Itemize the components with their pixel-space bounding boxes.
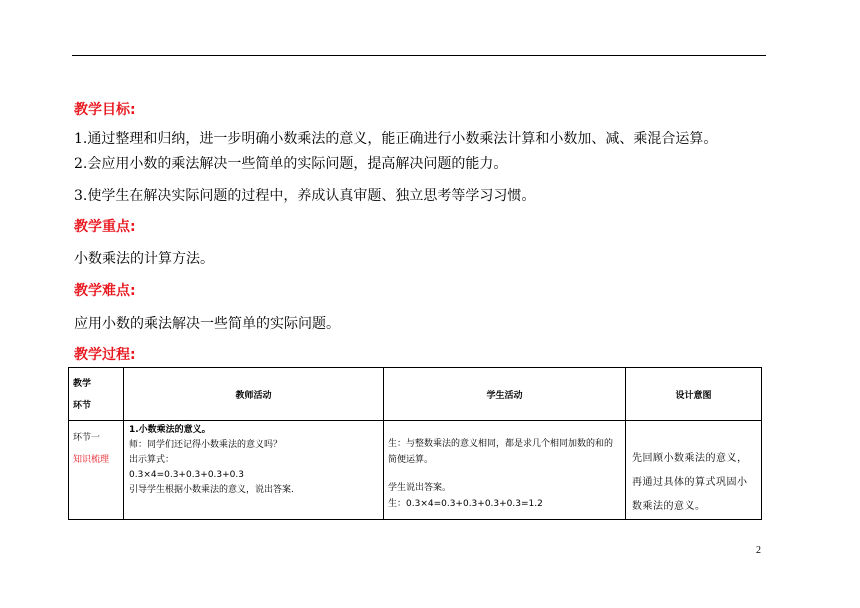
teacher-line: 引导学生根据小数乘法的意义，说出答案. — [129, 485, 294, 495]
heading-process: 教学过程: — [74, 347, 136, 363]
stage-cell — [69, 421, 124, 520]
teacher-line: 0.3×4=0.3+0.3+0.3+0.3 — [129, 470, 244, 480]
student-line: 学生说出答案。 — [388, 483, 452, 493]
teacher-line: 1.小数乘法的意义。 — [129, 425, 211, 435]
header-teacher: 教师活动 — [124, 368, 384, 421]
student-line: 生：0.3×4=0.3+0.3+0.3+0.3=1.2 — [388, 499, 543, 509]
table-header-row — [69, 368, 762, 421]
design-intent-cell: 先回顾小数乘法的意义，再通过具体的算式巩固小数乘法的意义。 — [626, 421, 762, 520]
header-design: 设计意图 — [626, 368, 762, 421]
difficult-point-text: 应用小数的乘法解决一些简单的实际问题。 — [74, 316, 340, 332]
header-rule — [72, 55, 766, 56]
page-number: 2 — [756, 545, 761, 556]
teacher-line: 师：同学们还记得小数乘法的意义吗？ — [129, 440, 283, 450]
goal-2: 2.会应用小数的乘法解决一些简单的实际问题，提高解决问题的能力。 — [74, 156, 508, 172]
header-stage-line1: 教学 — [73, 379, 92, 389]
goal-1: 1.通过整理和归纳，进一步明确小数乘法的意义，能正确进行小数乘法计算和小数加、减、乘混合运算。 — [74, 131, 718, 147]
stage-label: 环节一 — [73, 433, 101, 443]
table-row — [69, 421, 762, 520]
teacher-activity-cell — [124, 421, 384, 520]
goal-3: 3.使学生在解决实际问题的过程中，养成认真审题、独立思考等学习习惯。 — [74, 188, 536, 204]
heading-goals: 教学目标: — [74, 102, 136, 118]
stage-sub-label: 知识梳理 — [73, 455, 110, 465]
header-student: 学生活动 — [384, 368, 626, 421]
student-line: 生：与整数乘法的意义相同，都是求几个相同加数的和的简便运算。 — [388, 439, 614, 465]
teacher-line: 出示算式： — [129, 455, 175, 465]
student-activity-cell — [384, 421, 626, 520]
heading-difficult-point: 教学难点: — [74, 283, 136, 299]
header-stage — [69, 368, 124, 421]
heading-key-point: 教学重点: — [74, 219, 136, 235]
process-table — [68, 367, 762, 520]
header-stage-line2: 环节 — [73, 401, 92, 411]
key-point-text: 小数乘法的计算方法。 — [74, 251, 214, 267]
